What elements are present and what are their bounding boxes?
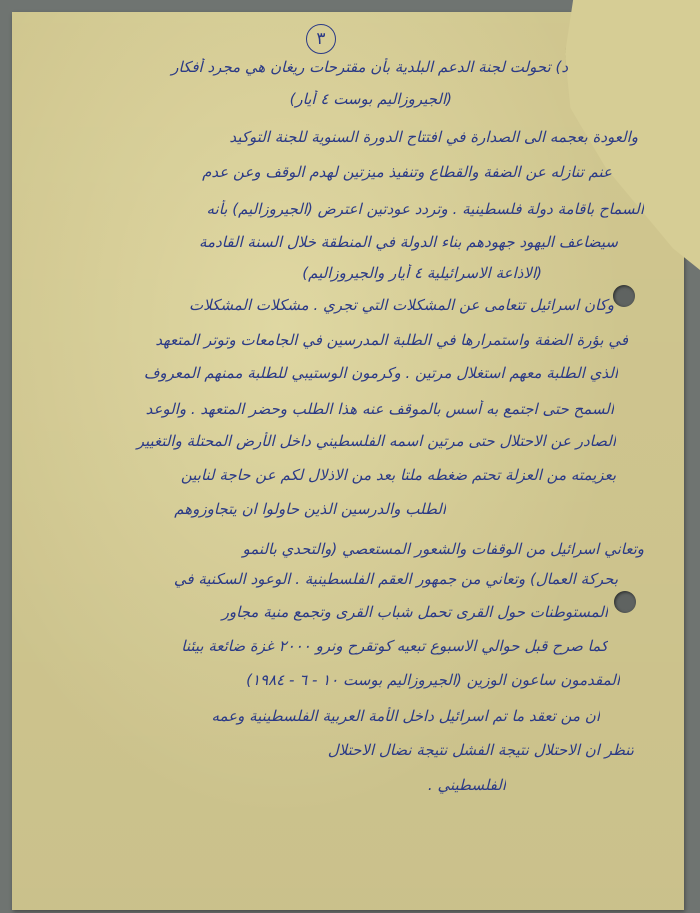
page-number: ٣	[306, 24, 336, 54]
handwritten-line: (الجيروزاليم بوست ٤ أيار)	[289, 90, 452, 108]
handwritten-line: الصادر عن الاحتلال حتى مرتين اسمه الفلسطيني داخل الأرض المحتلة والتغيير	[136, 432, 616, 450]
handwritten-line: في بؤرة الضفة واستمرارها في الطلبة المدرسين في الجامعات وتوتر المتعهد	[155, 331, 628, 349]
handwritten-line: ان من تعقد ما تم اسرائيل داخل الأمة العربية الفلسطينية وعمه	[211, 707, 600, 725]
handwritten-line: وكان اسرائيل تتعامى عن المشكلات التي تجري . مشكلات المشكلات	[188, 296, 614, 314]
handwritten-line: تنظر ان الاحتلال نتيجة الفشل نتيجة نضال الاحتلال	[327, 741, 634, 759]
handwritten-line: بعزيمته من العزلة تحتم ضغطه ملتا بعد من الاذلال لكم عن حاجة لنابين	[180, 466, 616, 484]
handwritten-line: كما صرح قبل حوالي الاسبوع تبعيه كوتقرح ونرو ٢٠٠٠ غزة ضائعة بيئنا	[181, 637, 608, 655]
handwritten-line: السماح باقامة دولة فلسطينية . وتردد عودتين اعترض (الجيروزاليم) بأنه	[206, 200, 644, 218]
handwritten-line: الفلسطيني .	[427, 776, 506, 794]
handwritten-line: وتعاني اسرائيل من الوقفات والشعور المستعصي (والتحدي بالنمو	[242, 540, 644, 558]
handwritten-line: والعودة بعجمه الى الصدارة في افتتاح الدورة السنوية للجنة التوكيد	[229, 128, 638, 146]
punch-hole-upper	[613, 285, 635, 307]
handwritten-line: د) تحولت لجنة الدعم البلدية بأن مقترحات ريغان هي مجرد أفكار	[171, 58, 568, 76]
handwritten-line: الذي الطلبة معهم استغلال مرتين . وكرمون الوستيبي للطلبة ممنهم المعروف	[143, 364, 618, 382]
handwritten-line: عنم تنازله عن الضفة والقطاع وتنفيذ ميزتين لهدم الوقف وعن عدم	[202, 163, 612, 181]
handwritten-line: الطلب والدرسين الذين حاولوا ان يتجاوزوهم	[174, 500, 446, 518]
handwritten-line: المستوطنات حول القرى تحمل شباب القرى وتجمع منية مجاور	[221, 603, 608, 621]
punch-hole-lower	[614, 591, 636, 613]
paper-sheet	[12, 12, 684, 910]
handwritten-line: بحركة العمال) وتعاني من جمهور العقم الفلسطينية . الوعود السكنية في	[173, 570, 618, 588]
handwritten-line: سيضاعف اليهود جهودهم بناء الدولة في المنطقة خلال السنة القادمة	[199, 233, 618, 251]
handwritten-line: السمح حتى اجتمع به أسس بالموقف عنه هذا الطلب وحضر المتعهد . والوعد	[145, 400, 614, 418]
handwritten-line: (الاذاعة الاسرائيلية ٤ أيار والجيروزاليم)	[302, 264, 542, 282]
handwritten-line: المقدمون ساعون الوزين (الجيروزاليم بوست ١٠ - ٦ - ١٩٨٤)	[246, 671, 620, 689]
